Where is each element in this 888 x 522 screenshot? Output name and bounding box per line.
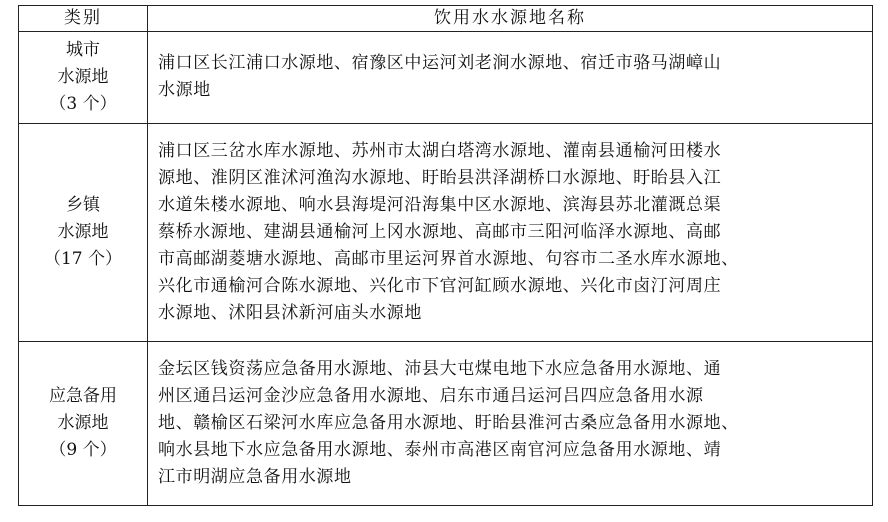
source-line: 响水县地下水应急备用水源地、泰州市高港区南官河应急备用水源地、靖 <box>158 439 722 460</box>
category-line: 应急备用 <box>49 386 117 406</box>
category-cell-town <box>19 124 148 342</box>
source-list-town <box>148 124 873 342</box>
source-line: 江市明湖应急备用水源地 <box>158 466 352 487</box>
category-count: （17 个） <box>43 249 123 269</box>
source-line: 地、赣榆区石梁河水库应急备用水源地、盱眙县淮河古桑应急备用水源地、 <box>158 412 739 433</box>
category-cell-city <box>19 32 148 124</box>
source-line: 兴化市通榆河合陈水源地、兴化市下官河缸顾水源地、兴化市卤汀河周庄 <box>158 275 722 296</box>
source-line: 浦口区长江浦口水源地、宿豫区中运河刘老涧水源地、宿迁市骆马湖嶂山 <box>158 53 722 73</box>
table-header-row <box>19 6 873 32</box>
source-line: 浦口区三岔水库水源地、苏州市太湖白塔湾水源地、灌南县通榆河田楼水 <box>158 140 722 161</box>
table-row-city <box>19 32 873 124</box>
category-line: 城市 <box>66 40 100 60</box>
source-line: 蔡桥水源地、建湖县通榆河上冈水源地、高邮市三阳河临泽水源地、高邮 <box>158 221 722 242</box>
source-line: 州区通吕运河金沙应急备用水源地、启东市通吕运河吕四应急备用水源 <box>158 385 704 406</box>
table-row-town <box>19 124 873 342</box>
table-row-emergency <box>19 342 873 506</box>
source-line: 金坛区钱资荡应急备用水源地、沛县大屯煤电地下水应急备用水源地、通 <box>158 358 722 379</box>
header-source-names: 饮用水水源地名称 <box>148 6 873 32</box>
category-line: 水源地 <box>57 413 109 433</box>
header-category: 类别 <box>19 6 148 32</box>
source-line: 水道朱楼水源地、响水县海堤河沿海集中区水源地、滨海县苏北灌溉总渠 <box>158 194 722 215</box>
source-list-emergency <box>148 342 873 506</box>
water-source-table <box>18 5 873 506</box>
category-count: （9 个） <box>49 440 117 460</box>
category-count: （3 个） <box>49 94 117 114</box>
source-line: 市高邮湖菱塘水源地、高邮市里运河界首水源地、句容市二圣水库水源地、 <box>158 248 739 269</box>
source-line: 水源地、沭阳县沭新河庙头水源地 <box>158 302 422 323</box>
category-line: 乡镇 <box>66 195 100 215</box>
source-line: 源地、淮阴区淮沭河渔沟水源地、盱眙县洪泽湖桥口水源地、盱眙县入江 <box>158 167 722 188</box>
source-line: 水源地 <box>158 80 211 100</box>
source-list-city <box>148 32 873 124</box>
category-cell-emergency <box>19 342 148 506</box>
category-line: 水源地 <box>57 222 109 242</box>
category-line: 水源地 <box>57 67 109 87</box>
